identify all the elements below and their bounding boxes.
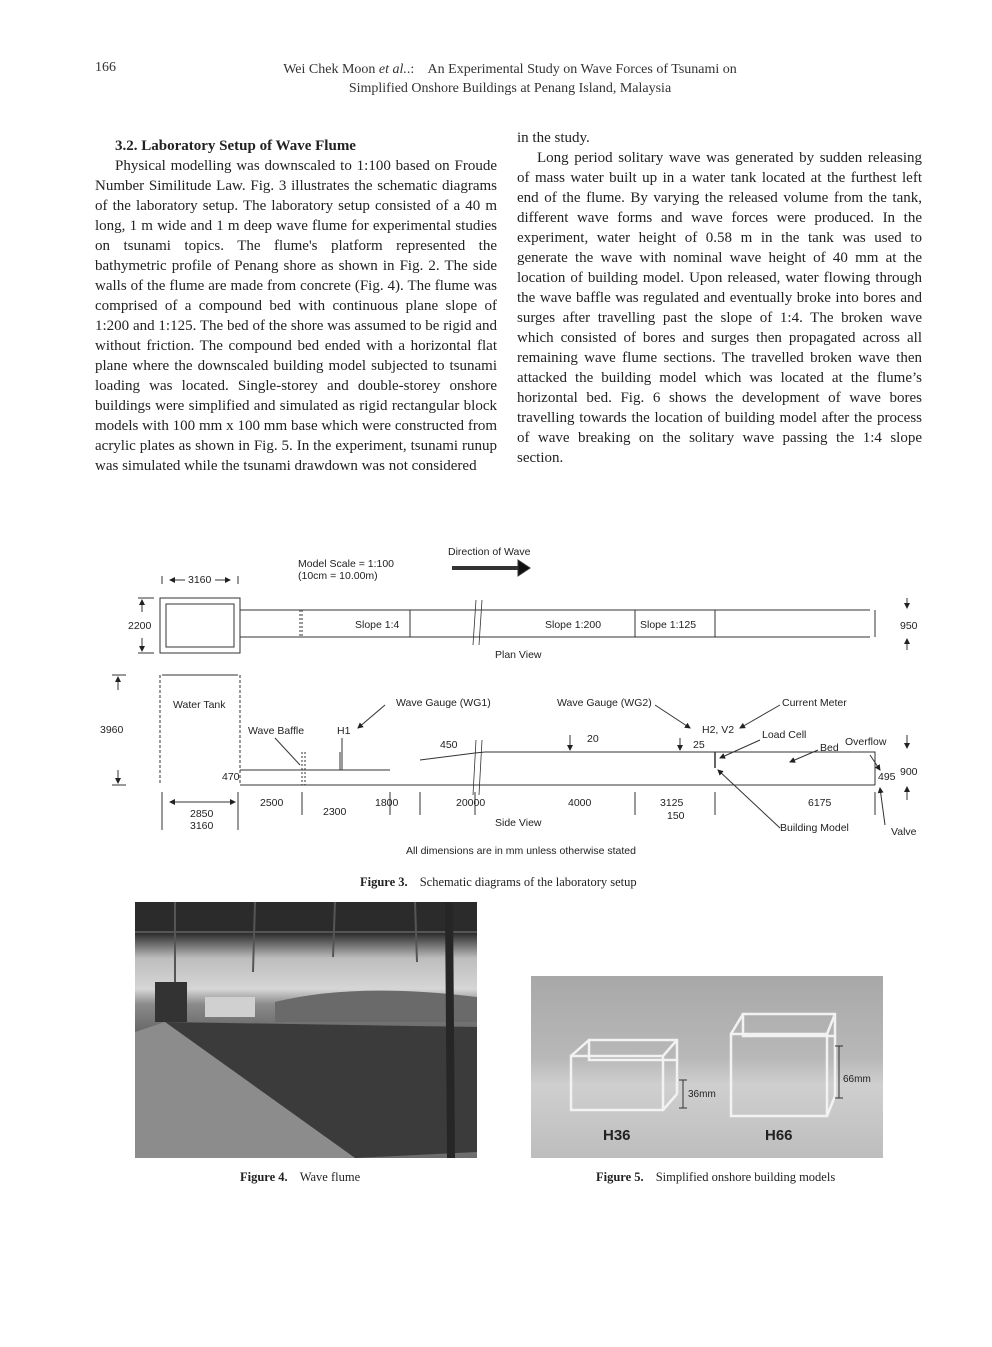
section-heading: 3.2. Laboratory Setup of Wave Flume (115, 138, 356, 154)
figure4-caption-text: Wave flume (299, 1170, 361, 1184)
valve-label: Valve (891, 826, 917, 838)
plan-dim-3160: 3160 (188, 574, 212, 586)
right-continuation: in the study. (517, 130, 590, 146)
side-dim-3125: 3125 (660, 797, 684, 809)
label-h36: H36 (603, 1127, 631, 1144)
overflow-label: Overflow (845, 736, 887, 748)
plan-slope-200: Slope 1:200 (545, 619, 602, 631)
header-title-line2: Simplified Onshore Buildings at Penang Island, Malaysia (348, 81, 672, 96)
side-dim-2300: 2300 (323, 806, 347, 818)
wg1-label: Wave Gauge (WG1) (396, 697, 491, 709)
plan-slope-125: Slope 1:125 (640, 619, 697, 631)
header-title-line1: An Experimental Study on Wave Forces of Tsunami on (427, 62, 737, 77)
figure5-caption-label: Figure 5. (596, 1170, 644, 1184)
header-etal: et al. (378, 62, 407, 77)
h2v2-label: H2, V2 (702, 724, 735, 736)
side-dim-3960: 3960 (100, 724, 124, 736)
figure3-caption (360, 875, 637, 890)
model-scale-1: Model Scale = 1:100 (298, 558, 395, 570)
side-dim-2850: 2850 (190, 808, 214, 820)
side-dim-450: 450 (440, 739, 458, 751)
side-dim-4000: 4000 (568, 797, 592, 809)
bed-label: Bed (820, 742, 839, 754)
figure3-caption-text: Schematic diagrams of the laboratory setup (419, 875, 637, 889)
direction-label: Direction of Wave (448, 546, 531, 558)
label-h66: H66 (765, 1127, 793, 1144)
side-dim-6175: 6175 (808, 797, 832, 809)
plan-dim-2200: 2200 (128, 620, 152, 632)
figure4-caption (240, 1170, 360, 1185)
header-authors: Wei Chek Moon (283, 62, 376, 77)
right-column (517, 128, 922, 468)
figure3-caption-label: Figure 3. (360, 875, 408, 889)
plan-dim-950: 950 (900, 620, 918, 632)
side-dim-495: 495 (878, 771, 896, 783)
side-dim-20: 20 (587, 733, 599, 745)
running-header: Wei Chek Moon et al..: An Experimental Study on Wave Forces of Tsunami on Simplified Onshore Buildings at Penang Island, Malaysia (283, 62, 737, 96)
figure5-caption (596, 1170, 835, 1185)
figure4-photo (135, 902, 477, 1158)
figure5-caption-text: Simplified onshore building models (655, 1170, 836, 1184)
side-dim-1800: 1800 (375, 797, 399, 809)
load-cell-label: Load Cell (762, 729, 807, 741)
plan-slope-4: Slope 1:4 (355, 619, 400, 631)
wg2-label: Wave Gauge (WG2) (557, 697, 652, 709)
figure3-schematic (90, 540, 930, 860)
current-meter-label: Current Meter (782, 697, 847, 709)
page-number: 166 (95, 60, 116, 75)
dim-66: 66mm (843, 1074, 871, 1085)
left-column (95, 136, 497, 476)
dim-36: 36mm (688, 1089, 716, 1100)
side-dim-3160b: 3160 (190, 820, 214, 832)
side-dim-2500: 2500 (260, 797, 284, 809)
side-dim-20000: 20000 (456, 797, 486, 809)
side-dim-900: 900 (900, 766, 918, 778)
plan-view-label: Plan View (495, 649, 542, 661)
figure4-caption-label: Figure 4. (240, 1170, 288, 1184)
figure5-photo (531, 976, 883, 1158)
wave-baffle-label: Wave Baffle (248, 725, 305, 737)
side-dim-150: 150 (667, 810, 685, 822)
side-dim-470: 470 (222, 771, 240, 783)
dimensions-note: All dimensions are in mm unless otherwise stated (406, 845, 636, 857)
side-dim-25: 25 (693, 739, 705, 751)
model-scale-2: (10cm = 10.00m) (298, 570, 378, 582)
left-paragraph: Physical modelling was downscaled to 1:100 based on Froude Number Similitude Law. Fig. 3 illustrates the schematic diagrams of the laboratory setup. The laboratory setup consisted of a 40 m long, 1 m wide and 1 m deep wave flume for experimental studies on tsunami topics. The flume's platform represented the bathymetric profile of Penang shore as shown in Fig. 2. The side walls of the flume are made from concrete (Fig. 4). The flume was comprised of a compound bed with continuous plane slope of 1:200 and 1:125. The bed of the shore was assumed to be rigid and without friction. The compound bed ended with a horizontal flat plane where the downscaled building model subjected to tsunami loading was located. Single-storey and double-storey onshore buildings were simplified and simulated as rigid rectangular block models with 100 mm x 100 mm base which were constructed from acrylic plates as shown in Fig. 5. In the experiment, tsunami runup was simulated while the tsunami drawdown was not considered (95, 158, 497, 474)
water-tank-label: Water Tank (173, 699, 226, 711)
building-model-label: Building Model (780, 822, 849, 834)
side-view-label: Side View (495, 817, 542, 829)
right-paragraph: Long period solitary wave was generated by sudden releasing of mass water built up in a water tank located at the furthest left end of the flume. By varying the released volume from the tank, different wave forms and wave forces were produced. In the experiment, water height of 0.58 m in the tank was used to generate the wave with nominal wave height of 40 mm at the location of building model. Upon released, water flowing through the wave baffle was regulated and eventually broke into bores and surges after travelling past the slope of 1:4. The broken wave which consisted of bores and surges then propagated across all remaining wave flume sections. The travelled broken wave then attacked the building model which was located at the flume’s horizontal bed. Fig. 6 shows the development of wave bores travelling towards the location of building model after the process of wave breaking on the solitary wave passing the 1:4 slope section. (517, 150, 922, 466)
h1-label: H1 (337, 725, 351, 737)
